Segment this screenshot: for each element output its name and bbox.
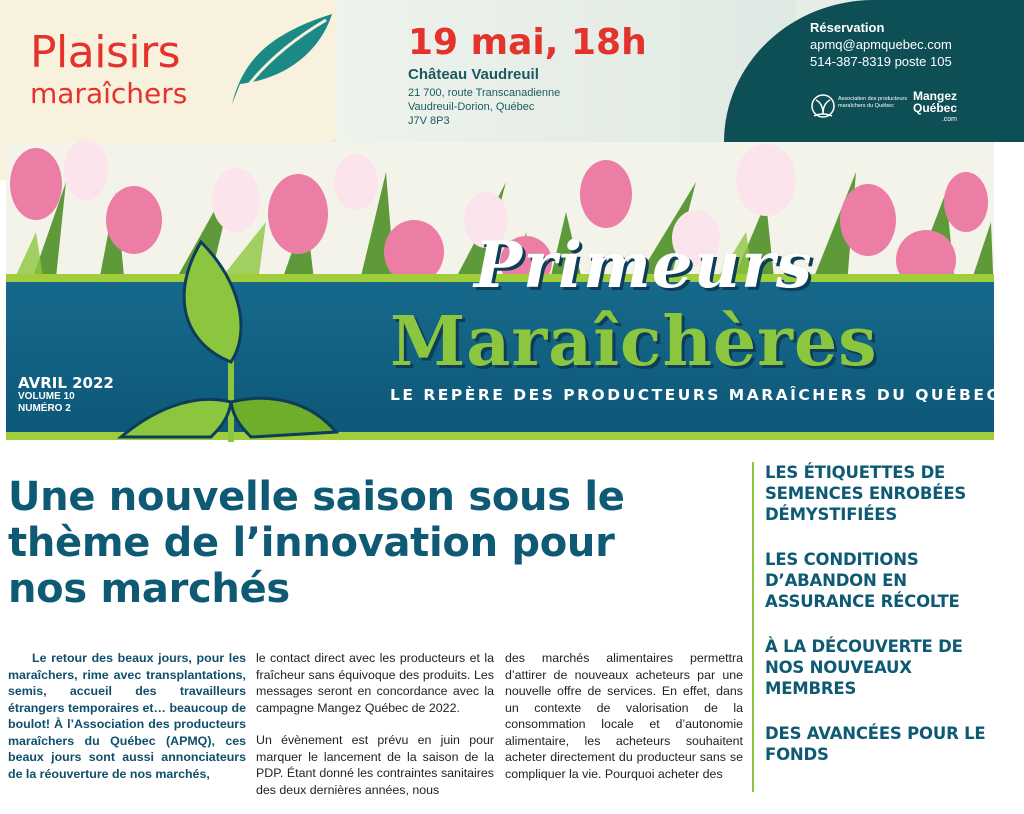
address-line: 21 700, route Transcanadienne: [408, 87, 561, 99]
sidebar-item[interactable]: LES ÉTIQUETTES DE SEMENCES ENROBÉES DÉMYSTIFIÉES: [765, 463, 967, 524]
sidebar-item[interactable]: DES AVANCÉES POUR LE FONDS: [765, 724, 986, 764]
article-column-3: [505, 650, 743, 798]
sidebar-item[interactable]: LES CONDITIONS D’ABANDON EN ASSURANCE RÉCOLTE: [765, 550, 960, 611]
leaf-icon: [222, 6, 342, 110]
masthead: [6, 142, 1001, 440]
article-paragraph: Le retour des beaux jours, pour les maraîchers, rime avec transplantations, semis, accueil des travailleurs étrangers temporaires et… beaucoup de boulot! À l’Association des producteurs maraîchers du Québec (APMQ), ces beaux jours sont aussi annonciateurs de la réouverture de nos marchés,: [8, 651, 246, 781]
article-column-2: [256, 650, 494, 814]
masthead-tagline: LE REPÈRE DES PRODUCTEURS MARAÎCHERS DU QUÉBEC: [390, 386, 1001, 404]
plaisirs-logo-line2: maraîchers: [30, 77, 188, 110]
issue-number: NUMÉRO 2: [18, 403, 71, 414]
article-paragraph: des marchés alimentaires permettra d’attirer de nouveaux acheteurs par une nouvelle offre de services. En effet, dans un contexte de valorisation de la consommation locale et d’autonomie alimentaire, les acheteurs souhaitent acheter directement du producteur sans se compliquer la vie. Pourquoi acheter des: [505, 651, 743, 781]
sprout-icon: [121, 232, 341, 442]
masthead-title-line2: Maraîchères: [390, 302, 878, 382]
mangez-quebec-suffix: .com: [941, 116, 958, 123]
article-column-1: [8, 650, 246, 798]
address-line: J7V 8P3: [408, 115, 450, 127]
mangez-quebec-line2: Québec: [913, 101, 958, 115]
masthead-title-line1: Primeurs: [474, 228, 813, 303]
mangez-quebec-line1: Mangez: [913, 89, 958, 103]
sidebar-contents: [752, 462, 994, 792]
reservation-title: Réservation: [810, 20, 885, 35]
article-paragraph: Un évènement est prévu en juin pour marquer le lancement de la saison de la PDP. Étant donné les contraintes sanitaires des deux dernières années, nous: [256, 733, 494, 797]
event-address: [408, 86, 560, 128]
article-headline: Une nouvelle saison sous le thème de l’innovation pour nos marchés: [8, 474, 625, 612]
reservation-email[interactable]: apmq@apmquebec.com: [810, 37, 952, 52]
issue-volume: VOLUME 10: [18, 391, 75, 402]
address-line: Vaudreuil-Dorion, Québec: [408, 101, 535, 113]
article-paragraph: le contact direct avec les producteurs et la fraîcheur sans équivoque des produits. Les messages seront en concordance avec la campagne Mangez Québec de 2022.: [256, 651, 494, 715]
event-venue: Château Vaudreuil: [408, 66, 539, 83]
event-date: 19 mai, 18h: [408, 22, 647, 63]
reservation-phone: 514-387-8319 poste 105: [810, 54, 952, 69]
plaisirs-logo-line1: Plaisirs: [30, 27, 181, 78]
mangez-quebec-logo: [913, 90, 957, 126]
issue-month: AVRIL 2022: [18, 374, 114, 392]
sidebar-item[interactable]: À LA DÉCOUVERTE DE NOS NOUVEAUX MEMBRES: [765, 637, 963, 698]
apmq-logo-text: Association des producteurs maraîchers du Québec: [838, 96, 908, 109]
